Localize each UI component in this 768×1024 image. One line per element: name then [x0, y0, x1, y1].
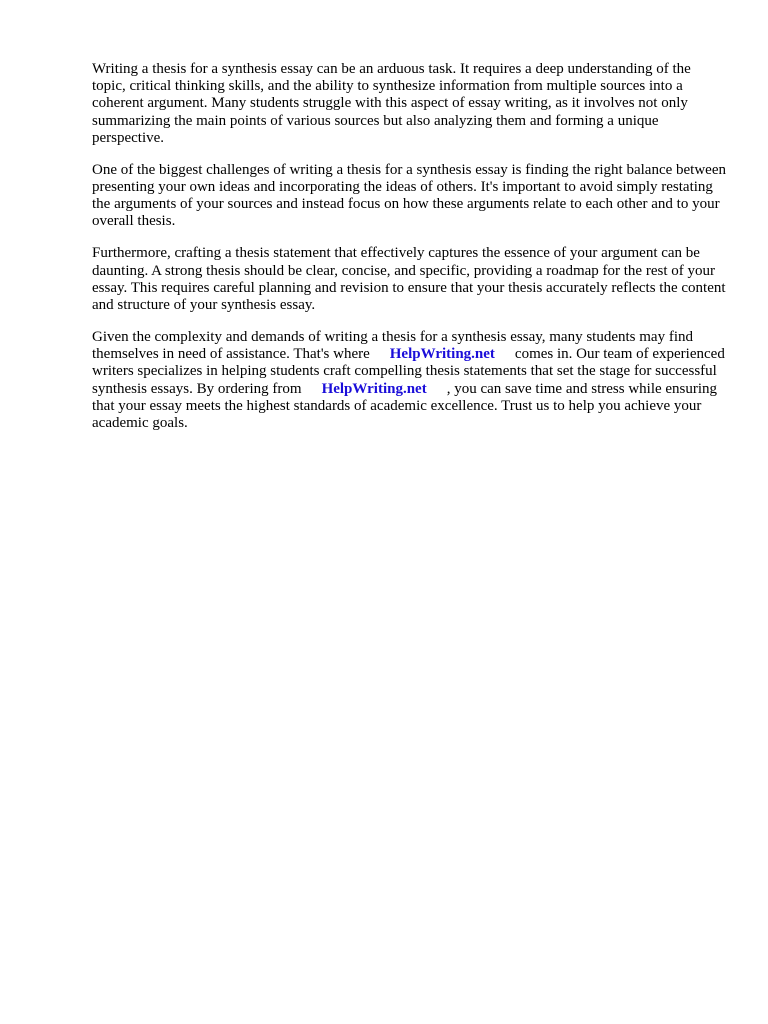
document-body: [92, 61, 726, 447]
paragraph-intro: Writing a thesis for a synthesis essay can be an arduous task. It requires a deep understanding of the topic, critical thinking skills, and the ability to synthesize information from multiple sources into a coherent argument. Many students struggle with this aspect of essay writing, as it involves not only summarizing the main points of various sources but also analyzing them and forming a unique perspective.: [92, 61, 691, 146]
paragraph-closing: [92, 329, 726, 432]
paragraph-challenges: One of the biggest challenges of writing a thesis for a synthesis essay is finding the right balance between presenting your own ideas and incorporating the ideas of others. It's important to avoid simply restating the arguments of your sources and instead focus on how these arguments relate to each other and to your overall thesis.: [92, 161, 726, 230]
closing-text-part1: Given the complexity and demands of writing a thesis for a synthesis essay, many students may find themselves in need of assistance. That's where: [92, 329, 693, 363]
closing-text-part2: comes in. Our team of experienced writers specializes in helping students craft compelling thesis statements that set the stage for successful synthesis essays. By ordering from: [92, 346, 725, 397]
paragraph-thesis-statement: Furthermore, crafting a thesis statement that effectively captures the essence of your argument can be daunting. A strong thesis should be clear, concise, and specific, providing a roadmap for the rest of your essay. This requires careful planning and revision to ensure that your thesis accurately reflects the content and structure of your synthesis essay.: [92, 245, 726, 314]
closing-text-part3: , you can save time and stress while ensuring that your essay meets the highest standards of academic excellence. Trust us to help you achieve your academic goals.: [92, 380, 718, 432]
helpwriting-link-1[interactable]: HelpWriting.net: [389, 346, 495, 363]
helpwriting-link-2[interactable]: HelpWriting.net: [321, 380, 427, 397]
